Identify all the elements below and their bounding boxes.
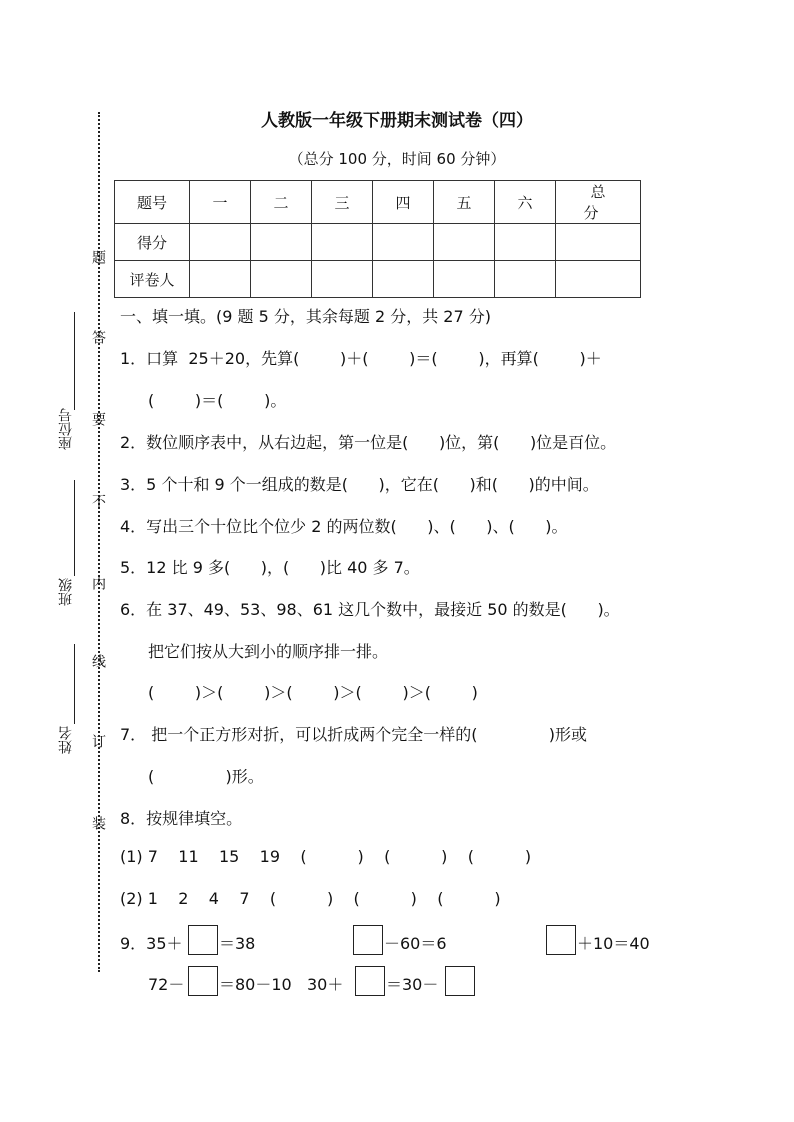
question-8-part-2: (2) 1 2 4 7 ( ) ( ) ( ) — [120, 889, 501, 908]
grader-row — [115, 261, 641, 298]
question-9-a-left: 9．35＋ — [120, 934, 183, 953]
score-table — [114, 180, 641, 298]
score-input-cell[interactable] — [312, 224, 373, 261]
answer-box[interactable] — [353, 925, 383, 955]
answer-box[interactable] — [546, 925, 576, 955]
binding-word: 装 — [90, 816, 106, 830]
question-1: 1．口算 25＋20，先算( )＋( )＝( )，再算( )＋ — [120, 349, 602, 368]
question-3: 3．5 个十和 9 个一组成的数是( )，它在( )和( )的中间。 — [120, 475, 599, 494]
grader-input-cell[interactable] — [312, 261, 373, 298]
section-heading: 一、填一填。(9 题 5 分，其余每题 2 分，共 27 分) — [120, 307, 491, 326]
name-line — [74, 644, 75, 724]
question-9-a-right: ＝38 — [219, 934, 256, 953]
binding-word: 线 — [90, 654, 106, 668]
grader-input-cell[interactable] — [373, 261, 434, 298]
table-cell: 三 — [312, 181, 373, 224]
table-cell: 题号 — [115, 181, 190, 224]
class-line — [74, 480, 75, 576]
grader-input-cell[interactable] — [434, 261, 495, 298]
binding-word: 不 — [90, 494, 106, 508]
question-6: 6．在 37、49、53、98、61 这几个数中，最接近 50 的数是( )。 — [120, 600, 620, 619]
page-title: 人教版一年级下册期末测试卷（四） — [261, 111, 533, 131]
grader-input-cell[interactable] — [190, 261, 251, 298]
grader-input-cell[interactable] — [251, 261, 312, 298]
table-cell: 得分 — [115, 224, 190, 261]
question-9-c-right: ＋10＝40 — [577, 934, 650, 953]
grader-input-cell[interactable] — [495, 261, 556, 298]
question-5: 5．12 比 9 多( )，( )比 40 多 7。 — [120, 558, 420, 577]
seat-number-line — [74, 312, 75, 410]
seat-number-label: 座位号 — [58, 408, 74, 450]
question-9-b-right: －60＝6 — [384, 934, 447, 953]
binding-dotted-line — [98, 112, 100, 972]
question-9-d-mid: ＝30－ — [386, 975, 439, 994]
question-6-cont: 把它们按从大到小的顺序排一排。 — [148, 642, 389, 661]
name-label: 姓名 — [58, 726, 74, 754]
table-cell: 一 — [190, 181, 251, 224]
answer-box[interactable] — [355, 966, 385, 996]
score-input-cell[interactable] — [495, 224, 556, 261]
binding-word: 订 — [90, 734, 106, 748]
score-input-cell[interactable] — [434, 224, 495, 261]
score-input-cell[interactable] — [556, 224, 641, 261]
table-cell: 总 分 — [556, 181, 641, 224]
table-cell: 六 — [495, 181, 556, 224]
question-4: 4．写出三个十位比个位少 2 的两位数( )、( )、( )。 — [120, 517, 568, 536]
answer-box[interactable] — [188, 925, 218, 955]
question-8-part-1: (1) 7 11 15 19 ( ) ( ) ( ) — [120, 847, 532, 866]
question-7: 7． 把一个正方形对折，可以折成两个完全一样的( )形或 — [120, 725, 587, 744]
question-6-order: ( )＞( )＞( )＞( )＞( ) — [148, 683, 478, 702]
score-row — [115, 224, 641, 261]
binding-word: 题 — [90, 250, 106, 264]
binding-word: 答 — [90, 330, 106, 344]
binding-word: 要 — [90, 412, 106, 426]
table-cell: 四 — [373, 181, 434, 224]
answer-box[interactable] — [188, 966, 218, 996]
table-cell: 二 — [251, 181, 312, 224]
table-cell: 五 — [434, 181, 495, 224]
class-label: 班级 — [58, 578, 74, 606]
score-input-cell[interactable] — [373, 224, 434, 261]
table-cell: 评卷人 — [115, 261, 190, 298]
answer-box[interactable] — [445, 966, 475, 996]
score-input-cell[interactable] — [251, 224, 312, 261]
binding-word: 内 — [90, 576, 106, 590]
question-9-d-left: 72－ — [148, 975, 185, 994]
score-input-cell[interactable] — [190, 224, 251, 261]
page-subtitle: （总分 100 分，时间 60 分钟） — [288, 150, 506, 168]
score-table-header-row — [115, 181, 641, 224]
question-9-d-right: ＝80－10 30＋ — [219, 975, 344, 994]
question-1-cont: ( )＝( )。 — [148, 391, 287, 410]
question-8: 8．按规律填空。 — [120, 809, 243, 828]
grader-input-cell[interactable] — [556, 261, 641, 298]
question-2: 2．数位顺序表中，从右边起，第一位是( )位，第( )位是百位。 — [120, 433, 617, 452]
question-7-cont: ( )形。 — [148, 767, 264, 786]
